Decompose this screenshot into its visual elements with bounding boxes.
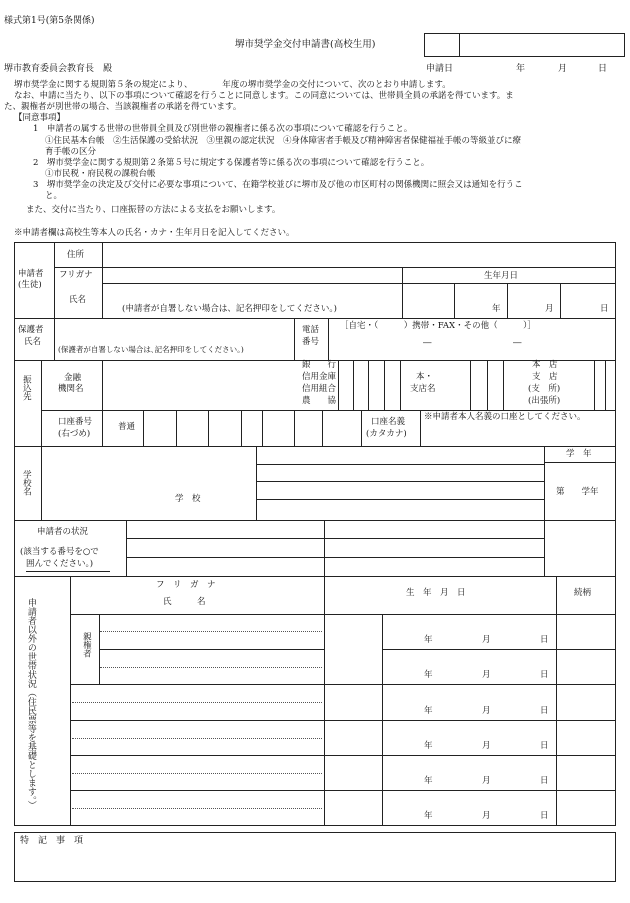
reception-box — [424, 33, 625, 57]
account-holder-label-sub: (カタカナ) — [366, 429, 407, 439]
applicant-birth-day: 日 — [600, 304, 609, 314]
addressee: 堺市教育委員会教育長 殿 — [4, 64, 113, 74]
household-row1-day: 日 — [540, 635, 549, 645]
parent-label: 親権者 — [81, 632, 92, 658]
bank-type-shinkin: 信用金庫 — [302, 372, 337, 382]
guardian-label: 保護者 — [18, 325, 44, 335]
date-day: 日 — [598, 64, 608, 74]
consent-item1-sub-b: 育手帳の区分 — [45, 147, 97, 157]
bank-type-shinkumi: 信用組合 — [302, 384, 337, 394]
consent-closing: また、交付に当たり、口座振替の方法による支払をお願いします。 — [26, 205, 281, 215]
grade-value: 第 学年 — [556, 487, 599, 497]
applicant-note: ※申請者欄は高校生等本人の氏名・カナ・生年月日を記入してください。 — [14, 228, 295, 238]
household-row6-day: 日 — [540, 811, 549, 821]
bank-name-input[interactable] — [104, 362, 298, 408]
branch-type-main: 本 店 — [532, 360, 558, 370]
date-month: 月 — [558, 64, 568, 74]
household-row1-month: 月 — [482, 635, 491, 645]
intro-line2: なお、申請に当たり、以下の事項について確認を行うことに同意します。この同意については、世帯員全員の承諾を得ています。ま — [14, 91, 514, 101]
phone-dash-2: ― — [513, 338, 522, 348]
household-row2-year: 年 — [424, 670, 433, 680]
household-row2-month: 月 — [482, 670, 491, 680]
name-input[interactable] — [104, 284, 400, 304]
applicant-seal-note: (申請者が自署しない場合は、記名押印をしてください。) — [122, 304, 337, 314]
branch-type-sub: (支 所) — [528, 384, 561, 394]
bank-type-bank: 銀 行 — [302, 360, 337, 370]
date-label: 申請日 — [426, 64, 454, 74]
consent-item1-sub-a: ①住民基本台帳 ②生活保護の受給状況 ③里親の認定状況 ④身体障害者手帳及び精神障害者保健福祉手帳の等級並びに療 — [45, 136, 522, 146]
status-note-2: 囲んでください。) — [26, 559, 94, 569]
name-label: 氏名 — [69, 295, 87, 305]
status-note-1: (該当する番号を○で — [20, 547, 99, 557]
phone-label-sub: 番号 — [302, 337, 320, 347]
furigana-label: フリガナ — [59, 270, 93, 280]
school-name-input[interactable] — [44, 448, 254, 518]
school-side-label: 学校名 — [21, 470, 32, 496]
household-row6-year: 年 — [424, 811, 433, 821]
consent-item2: 2 堺市奨学金に関する規則第２条第５号に規定する保護者等に係る次の事項について確認を行うこと。 — [33, 158, 430, 168]
household-row3-month: 月 — [482, 706, 491, 716]
household-row5-year: 年 — [424, 776, 433, 786]
household-row4-month: 月 — [482, 741, 491, 751]
bank-inst-label-sub: 機関名 — [58, 384, 84, 394]
household-birth-label: 生 年 月 日 — [406, 588, 466, 598]
guardian-seal-note: (保護者が自署しない場合は､記名押印をしてください｡) — [58, 345, 244, 354]
intro-line3: た、親権者が別世帯の場合、当該親権者の承諾を得ています。 — [4, 102, 242, 112]
account-number-label-sub: (右づめ) — [58, 429, 91, 439]
branch-type-agency: (出張所) — [528, 396, 561, 406]
remarks-box[interactable] — [14, 832, 616, 882]
applicant-birth-year: 年 — [492, 304, 501, 314]
consent-item2-sub: ①市民税・府民税の課税台帳 — [45, 169, 156, 179]
applicant-birth-month: 月 — [545, 304, 554, 314]
branch-label: 本・ — [416, 372, 434, 382]
account-type-ordinary: 普通 — [118, 422, 136, 432]
applicant-label: 申請者 — [18, 269, 44, 279]
household-furigana-label: フ リ ガ ナ — [156, 580, 216, 590]
household-row4-day: 日 — [540, 741, 549, 751]
bank-inst-label: 金融 — [64, 373, 82, 383]
household-relation-label: 続柄 — [574, 588, 592, 598]
form-title: 堺市奨学金交付申請書(高校生用) — [235, 39, 376, 50]
household-row3-year: 年 — [424, 706, 433, 716]
household-name-label: 氏 名 — [163, 597, 206, 607]
branch-type-branch: 支 店 — [532, 372, 558, 382]
guardian-name-input[interactable] — [56, 320, 292, 344]
furigana-input[interactable] — [104, 268, 400, 282]
bank-side-label: 振込先 — [21, 375, 32, 401]
consent-item3-b: と。 — [45, 191, 63, 201]
household-row4-year: 年 — [424, 741, 433, 751]
household-row2-day: 日 — [540, 670, 549, 680]
phone-dash-1: ― — [423, 338, 432, 348]
account-holder-label: 口座名義 — [371, 417, 406, 427]
school-suffix: 学 校 — [175, 494, 201, 504]
household-row5-day: 日 — [540, 776, 549, 786]
account-number-input[interactable] — [144, 412, 320, 444]
consent-heading: 【同意事項】 — [14, 113, 66, 123]
phone-label: 電話 — [302, 325, 320, 335]
household-row6-month: 月 — [482, 811, 491, 821]
consent-item3-a: 3 堺市奨学金の決定及び交付に必要な事項について、在籍学校並びに堺市及び他の市区町村の関係機関に照会又は通知を行うこ — [33, 180, 523, 190]
household-row1-year: 年 — [424, 635, 433, 645]
household-side-label: 申請者以外の世帯状況（住民票等を基礎とします。） — [25, 598, 36, 810]
form-number: 様式第1号(第5条関係) — [4, 16, 95, 26]
birth-label: 生年月日 — [484, 271, 519, 281]
account-number-label: 口座番号 — [58, 417, 93, 427]
applicant-label-sub: (生徒) — [18, 280, 42, 290]
address-label: 住所 — [67, 250, 85, 260]
account-holder-note: ※申請者本人名義の口座としてください。 — [424, 412, 586, 422]
address-input[interactable] — [104, 243, 614, 266]
guardian-label-sub: 氏名 — [24, 337, 42, 347]
status-label: 申請者の状況 — [37, 527, 89, 537]
branch-label-sub: 支店名 — [410, 384, 436, 394]
intro-line1: 堺市奨学金に関する規則第５条の規定により、 年度の堺市奨学金の交付について、次のとおり申請します。 — [14, 80, 451, 90]
phone-types: ［自宅・（ ）携帯・FAX・その他（ ）］ — [340, 321, 536, 331]
consent-item1: 1 申請者の属する世帯の世帯員全員及び別世帯の親権者に係る次の事項について確認を行うこと。 — [33, 124, 413, 134]
bank-type-nokyo: 農 協 — [302, 396, 337, 406]
household-row3-day: 日 — [540, 706, 549, 716]
household-row5-month: 月 — [482, 776, 491, 786]
date-year: 年 — [516, 64, 526, 74]
remarks-label: 特 記 事 項 — [20, 836, 84, 846]
grade-label: 学 年 — [566, 449, 592, 459]
